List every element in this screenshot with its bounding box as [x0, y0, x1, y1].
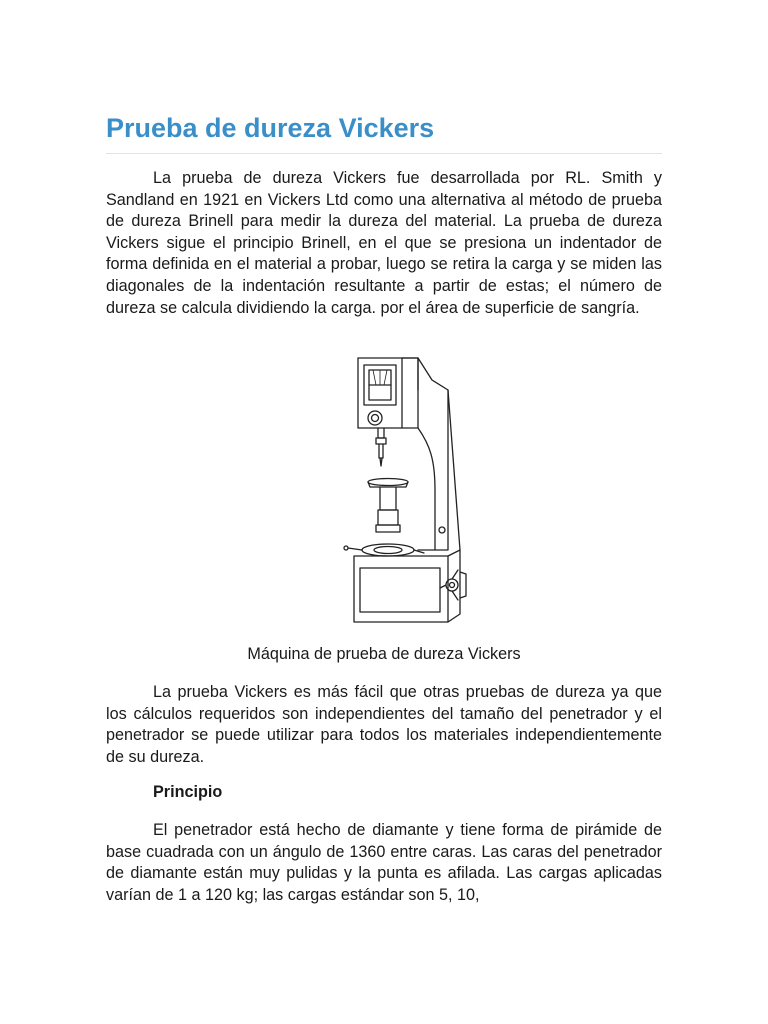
- intro-paragraph: La prueba de dureza Vickers fue desarrollada por RL. Smith y Sandland en 1921 en Vickers Ltd como una alternativa al método de prueba de dureza Brinell para medir la dureza del material. La prueba de dureza Vickers sigue el principio Brinell, en el que se presiona un indentador de forma definida en el material a probar, luego se retira la carga y se miden las diagonales de la indentación resultante a partir de estas; el número de dureza se calcula dividiendo la carga. por el área de superficie de sangría.: [106, 169, 662, 317]
- comparison-paragraph: La prueba Vickers es más fácil que otras pruebas de dureza ya que los cálculos requeridos son independientes del tamaño del penetrador y el penetrador se puede utilizar para todos los materiales independientemente de su dureza.: [106, 683, 662, 766]
- vickers-machine-illustration: [340, 350, 470, 628]
- page-title: Prueba de dureza Vickers: [106, 113, 435, 143]
- principle-paragraph: El penetrador está hecho de diamante y tiene forma de pirámide de base cuadrada con un ángulo de 1360 entre caras. Las caras del penetrador de diamante están muy pulidas y la punta es afilada. Las cargas aplicadas varían de 1 a 120 kg; las cargas estándar son 5, 10,: [106, 821, 662, 904]
- section-heading: Principio: [153, 783, 223, 801]
- figure-caption: Máquina de prueba de dureza Vickers: [247, 645, 521, 663]
- title-divider: [106, 153, 662, 154]
